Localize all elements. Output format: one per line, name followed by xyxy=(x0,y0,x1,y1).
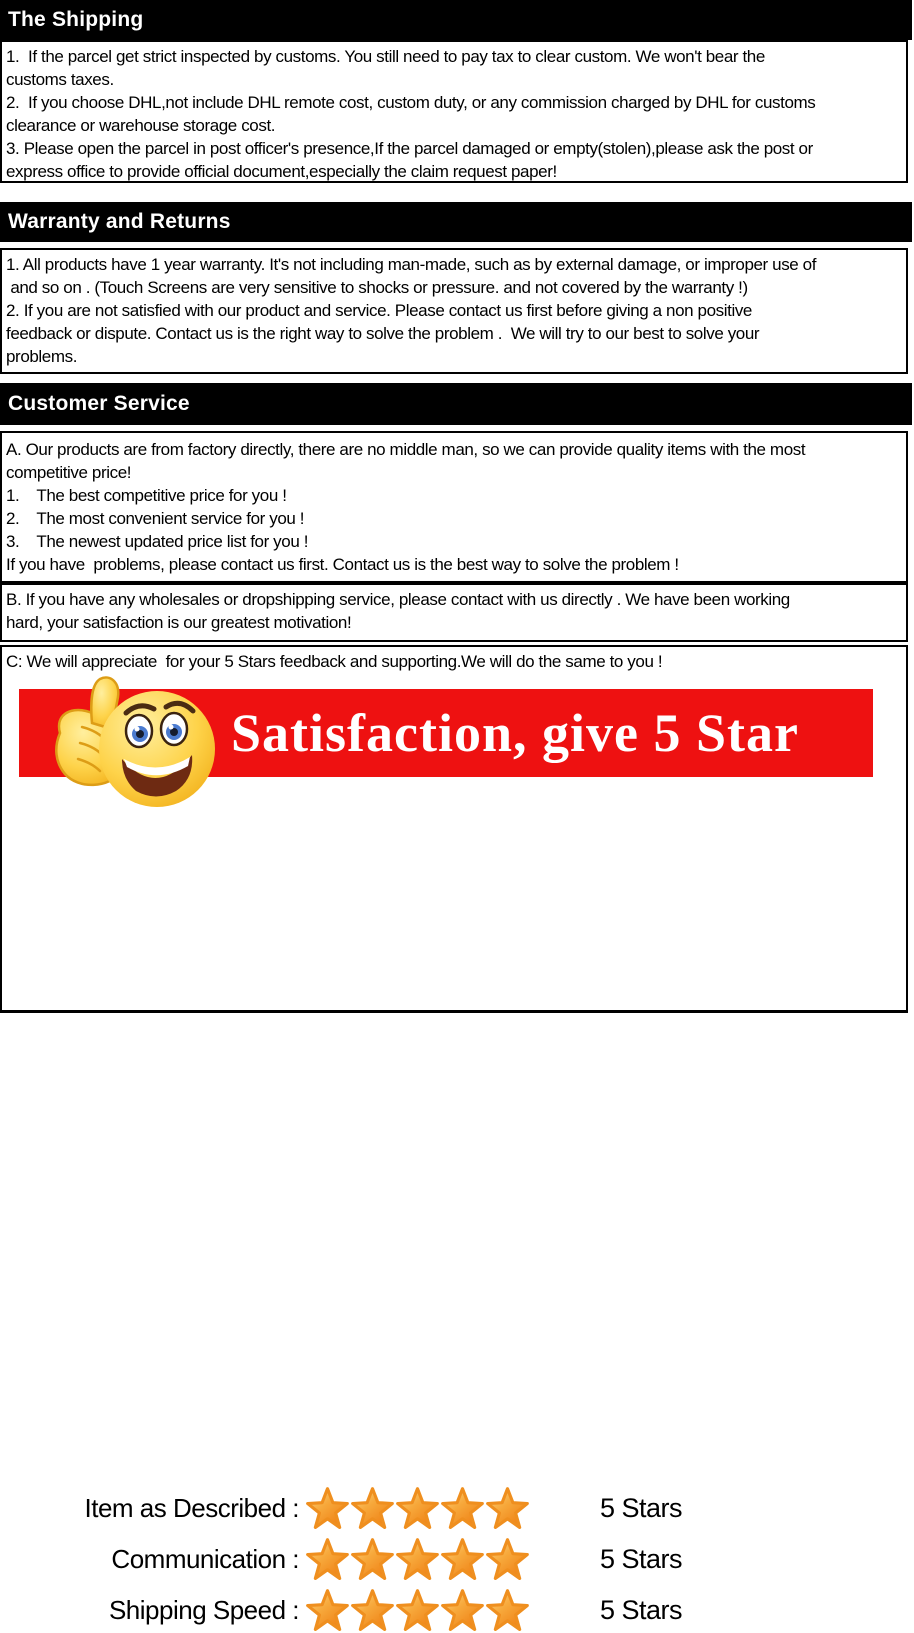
text-line: 3. Please open the parcel in post officer's presence,If the parcel damaged or empty(stolen),please ask the post or xyxy=(6,139,813,158)
text-line: problems. xyxy=(6,347,78,366)
rating-stars xyxy=(305,1588,530,1633)
star-icon xyxy=(440,1486,485,1531)
text-line: and so on . (Touch Screens are very sensitive to shocks or pressure. and not covered by the warranty !) xyxy=(6,278,748,297)
text-line: customs taxes. xyxy=(6,70,114,89)
rating-value: 5 Stars xyxy=(600,1594,683,1625)
rating-row xyxy=(2,1536,914,1582)
shipping-content-box xyxy=(0,40,908,183)
text-line: 3. The newest updated price list for you ! xyxy=(6,532,309,551)
star-icon xyxy=(305,1537,350,1582)
section-header-customer-service xyxy=(0,383,912,425)
star-icon xyxy=(485,1588,530,1633)
star-icon xyxy=(305,1486,350,1531)
rating-row xyxy=(2,1587,914,1633)
star-icon xyxy=(350,1588,395,1633)
star-icon xyxy=(305,1588,350,1633)
rating-label: Shipping Speed : xyxy=(108,1594,299,1625)
star-icon xyxy=(440,1537,485,1582)
star-icon xyxy=(485,1486,530,1531)
text-line: clearance or warehouse storage cost. xyxy=(6,116,276,135)
text-line: 2. If you are not satisfied with our product and service. Please contact us first before giving a non positive xyxy=(6,301,752,320)
rating-value: 5 Stars xyxy=(600,1492,683,1523)
rating-stars xyxy=(305,1486,530,1531)
star-icon xyxy=(395,1486,440,1531)
rating-value: 5 Stars xyxy=(600,1543,683,1574)
section-header-shipping xyxy=(0,0,912,40)
warranty-content-box xyxy=(0,248,908,374)
star-icon xyxy=(350,1486,395,1531)
customer-service-block-b xyxy=(0,583,908,642)
star-icon xyxy=(485,1537,530,1582)
section-title: The Shipping xyxy=(8,8,144,31)
star-icon xyxy=(395,1537,440,1582)
text-line: express office to provide official document,especially the claim request paper! xyxy=(6,162,557,181)
text-line: B. If you have any wholesales or dropshipping service, please contact with us directly . We have been working xyxy=(6,590,790,609)
text-line: 1. The best competitive price for you ! xyxy=(6,486,287,505)
star-icon xyxy=(395,1588,440,1633)
star-icon xyxy=(440,1588,485,1633)
rating-stars xyxy=(305,1537,530,1582)
text-line: feedback or dispute. Contact us is the right way to solve the problem . We will try to our best to solve your xyxy=(6,324,760,343)
text-line: competitive price! xyxy=(6,463,132,482)
rating-row xyxy=(2,1485,914,1531)
section-title: Warranty and Returns xyxy=(8,210,231,233)
banner-text: Satisfaction, give 5 Star xyxy=(231,703,799,763)
text-line: 1. If the parcel get strict inspected by customs. You still need to pay tax to clear custom. We won't bear the xyxy=(6,47,765,66)
text-line: 2. If you choose DHL,not include DHL remote cost, custom duty, or any commission charged by DHL for customs xyxy=(6,93,816,112)
text-line: hard, your satisfaction is our greatest motivation! xyxy=(6,613,352,632)
text-line: 2. The most convenient service for you ! xyxy=(6,509,305,528)
customer-service-block-a xyxy=(0,431,908,583)
text-line: C: We will appreciate for your 5 Stars feedback and supporting.We will do the same to you ! xyxy=(6,652,663,671)
section-header-warranty xyxy=(0,202,912,242)
rating-label: Communication : xyxy=(111,1543,299,1574)
customer-service-block-c xyxy=(0,645,908,1625)
text-line: If you have problems, please contact us first. Contact us is the best way to solve the problem ! xyxy=(6,555,679,574)
rating-label: Item as Described : xyxy=(84,1492,299,1523)
text-line: A. Our products are from factory directly, there are no middle man, so we can provide quality items with the most xyxy=(6,440,806,459)
thumbs-up-smiley-icon xyxy=(38,667,228,815)
section-title: Customer Service xyxy=(8,392,190,415)
star-icon xyxy=(350,1537,395,1582)
text-line: 1. All products have 1 year warranty. It's not including man-made, such as by external damage, or improper use of xyxy=(6,255,817,274)
